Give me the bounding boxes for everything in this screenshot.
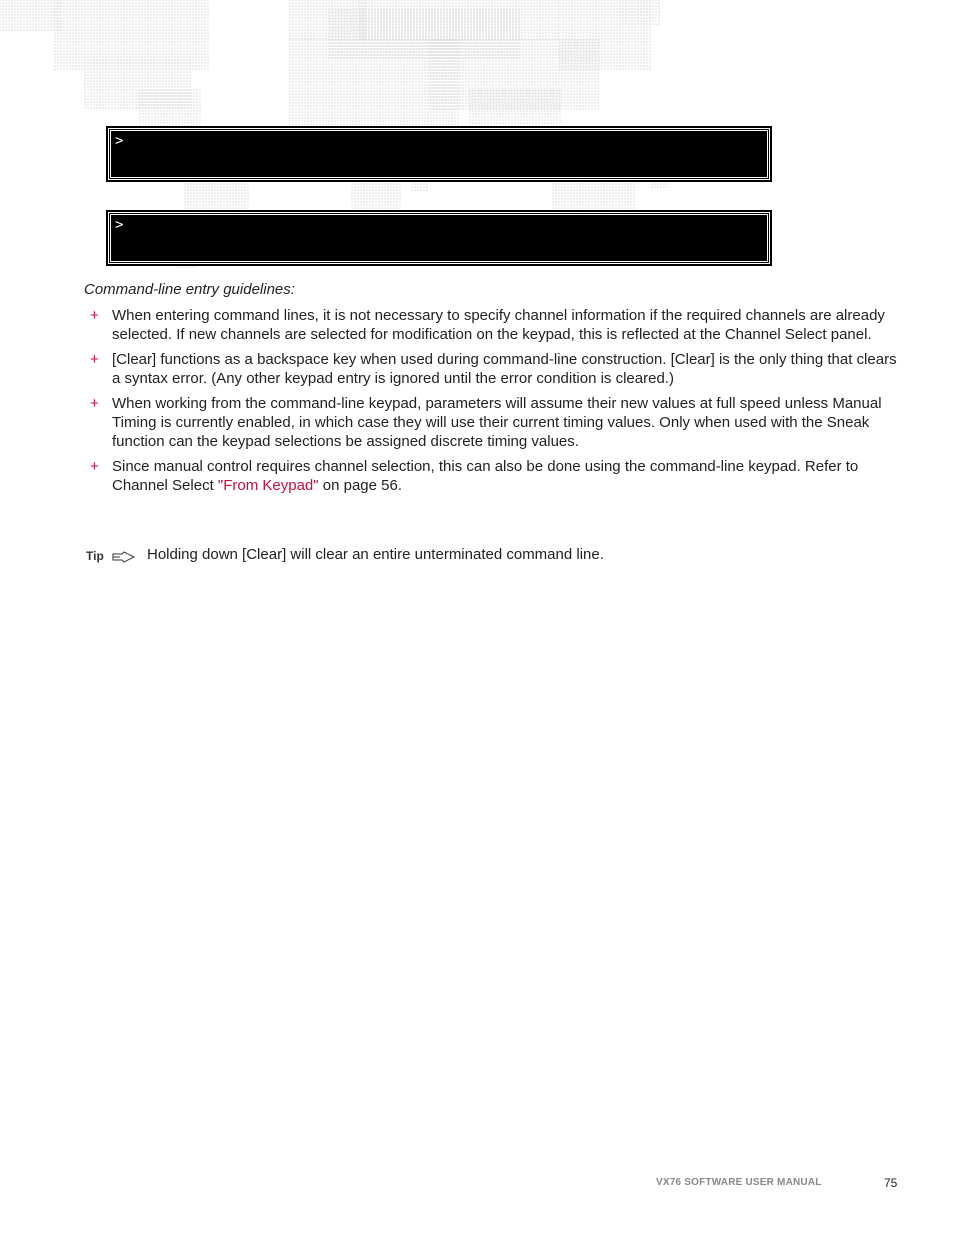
list-item [90,457,900,495]
list-item [90,306,900,344]
guidelines-heading: Command-line entry guidelines: [84,281,295,298]
footer-manual-title: VX76 SOFTWARE USER MANUAL [656,1177,822,1188]
pointing-hand-icon [112,550,136,564]
list-item [90,394,900,451]
command-prompt: > [115,133,124,149]
list-item-text: When working from the command-line keypad, parameters will assume their new values at full speed unless Manual Timing is currently enabled, in which case they will use their current timing values. Only when used with the Sneak function can the keypad selections be assigned discrete timing values. [112,395,882,450]
command-line-display-2 [108,212,770,264]
page-number: 75 [884,1176,898,1190]
command-line-display-1 [108,128,770,180]
from-keypad-link[interactable]: "From Keypad" [217,477,319,494]
command-prompt: > [115,217,124,233]
plus-bullet-icon: + [90,395,99,412]
list-item-text: When entering command lines, it is not necessary to specify channel information if the required channels are already selected. If new channels are selected for modification on the keypad, this is reflected at the Channel Select panel. [112,307,885,343]
guidelines-list [90,306,900,501]
list-item-text: [Clear] functions as a backspace key when used during command-line construction. [Clear] is the only thing that clears a syntax error. (Any other keypad entry is ignored until the error condition is cleared.) [112,351,897,387]
tip-text: Holding down [Clear] will clear an entire unterminated command line. [147,546,604,563]
list-item [90,350,900,388]
plus-bullet-icon: + [90,351,99,368]
plus-bullet-icon: + [90,458,99,475]
plus-bullet-icon: + [90,307,99,324]
list-item-text: Since manual control requires channel selection, this can also be done using the command-line keypad. Refer to Channel Select "From Keypad" on page 56. [112,458,859,494]
tip-label: Tip [86,549,104,563]
